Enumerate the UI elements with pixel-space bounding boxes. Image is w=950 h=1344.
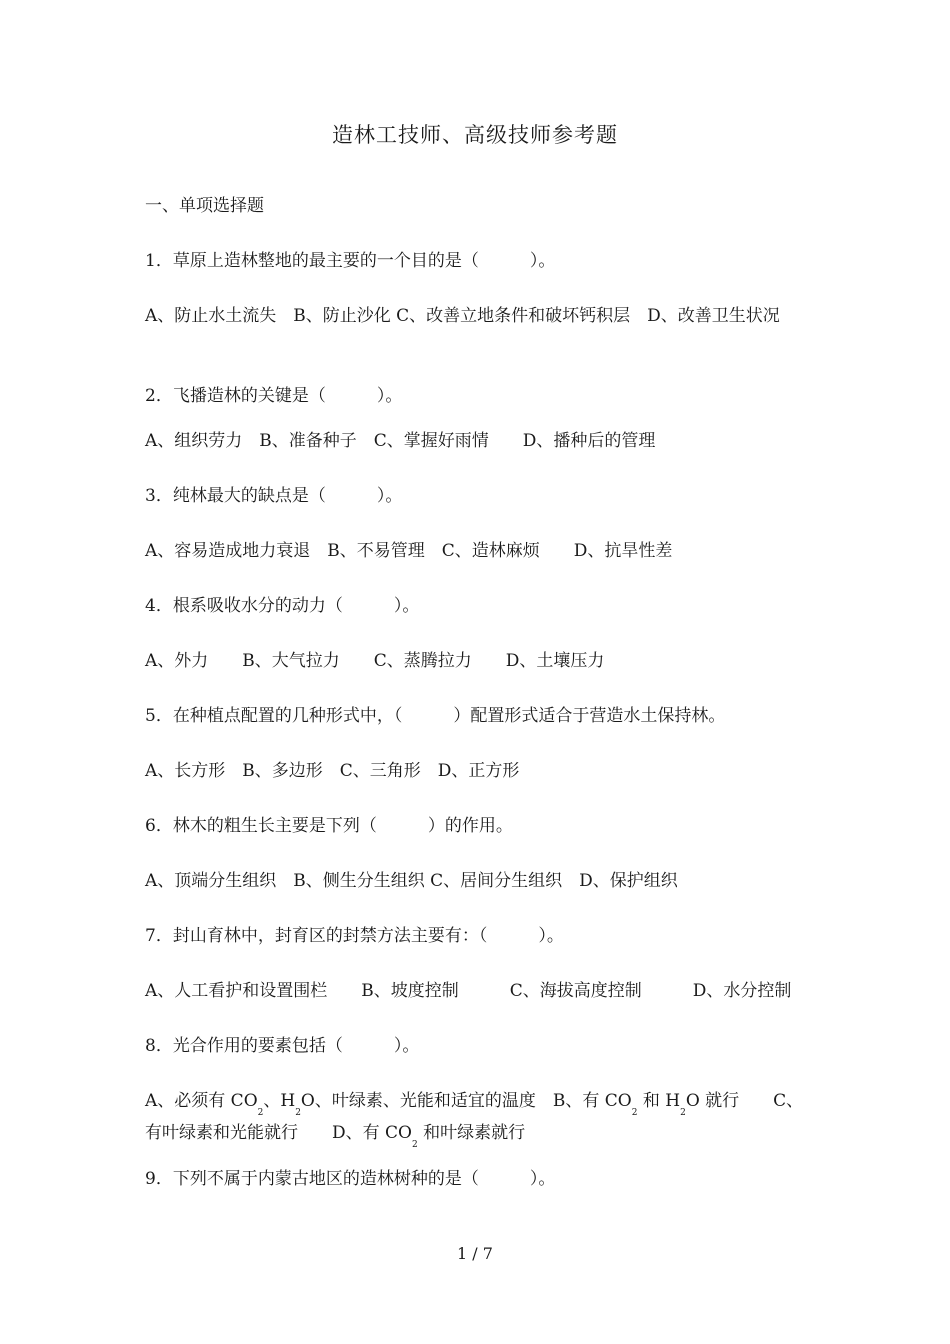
question-8-options — [145, 1085, 815, 1149]
section-heading: 一、单项选择题 — [145, 196, 264, 216]
question-2: 2．飞播造林的关键是（ ）。 — [145, 386, 403, 406]
question-5-options: A、长方形 B、多边形 C、三角形 D、正方形 — [145, 761, 520, 781]
question-2-options: A、组织劳力 B、准备种子 C、掌握好雨情 D、播种后的管理 — [145, 431, 656, 451]
question-1-options: A、防止水土流失 B、防止沙化 C、改善立地条件和破坏钙积层 D、改善卫生状况 — [145, 306, 780, 326]
question-7: 7．封山育林中，封育区的封禁方法主要有：（ ）。 — [145, 926, 564, 946]
question-7-options: A、人工看护和设置围栏 B、坡度控制 C、海拔高度控制 D、水分控制 — [145, 981, 792, 1001]
question-4: 4．根系吸收水分的动力（ ）。 — [145, 596, 420, 616]
question-9: 9．下列不属于内蒙古地区的造林树种的是（ ）。 — [145, 1169, 556, 1189]
question-8-options-line-1: A、必须有 $CO_2$、$H_2O$、叶绿素、光能和适宜的温度 B、有 $CO_2$ 和 $H_2O$ 就行 C、 — [145, 1091, 804, 1118]
question-4-options: A、外力 B、大气拉力 C、蒸腾拉力 D、土壤压力 — [145, 651, 605, 671]
page-title: 造林工技师、高级技师参考题 — [332, 123, 618, 147]
question-5: 5．在种植点配置的几种形式中，（ ）配置形式适合于营造水土保持林。 — [145, 706, 726, 726]
question-8: 8．光合作用的要素包括（ ）。 — [145, 1036, 420, 1056]
question-1: 1．草原上造林整地的最主要的一个目的是（ ）。 — [145, 251, 556, 271]
question-6: 6．林木的粗生长主要是下列（ ）的作用。 — [145, 816, 513, 836]
question-8-options-line-2: 有叶绿素和光能就行 D、有 $CO_2$ 和叶绿素就行 — [145, 1123, 526, 1150]
question-6-options: A、顶端分生组织 B、侧生分生组织 C、居间分生组织 D、保护组织 — [145, 871, 678, 891]
page-number: 1 / 7 — [457, 1244, 493, 1263]
question-3: 3．纯林最大的缺点是（ ）。 — [145, 486, 403, 506]
question-3-options: A、容易造成地力衰退 B、不易管理 C、造林麻烦 D、抗旱性差 — [145, 541, 673, 561]
